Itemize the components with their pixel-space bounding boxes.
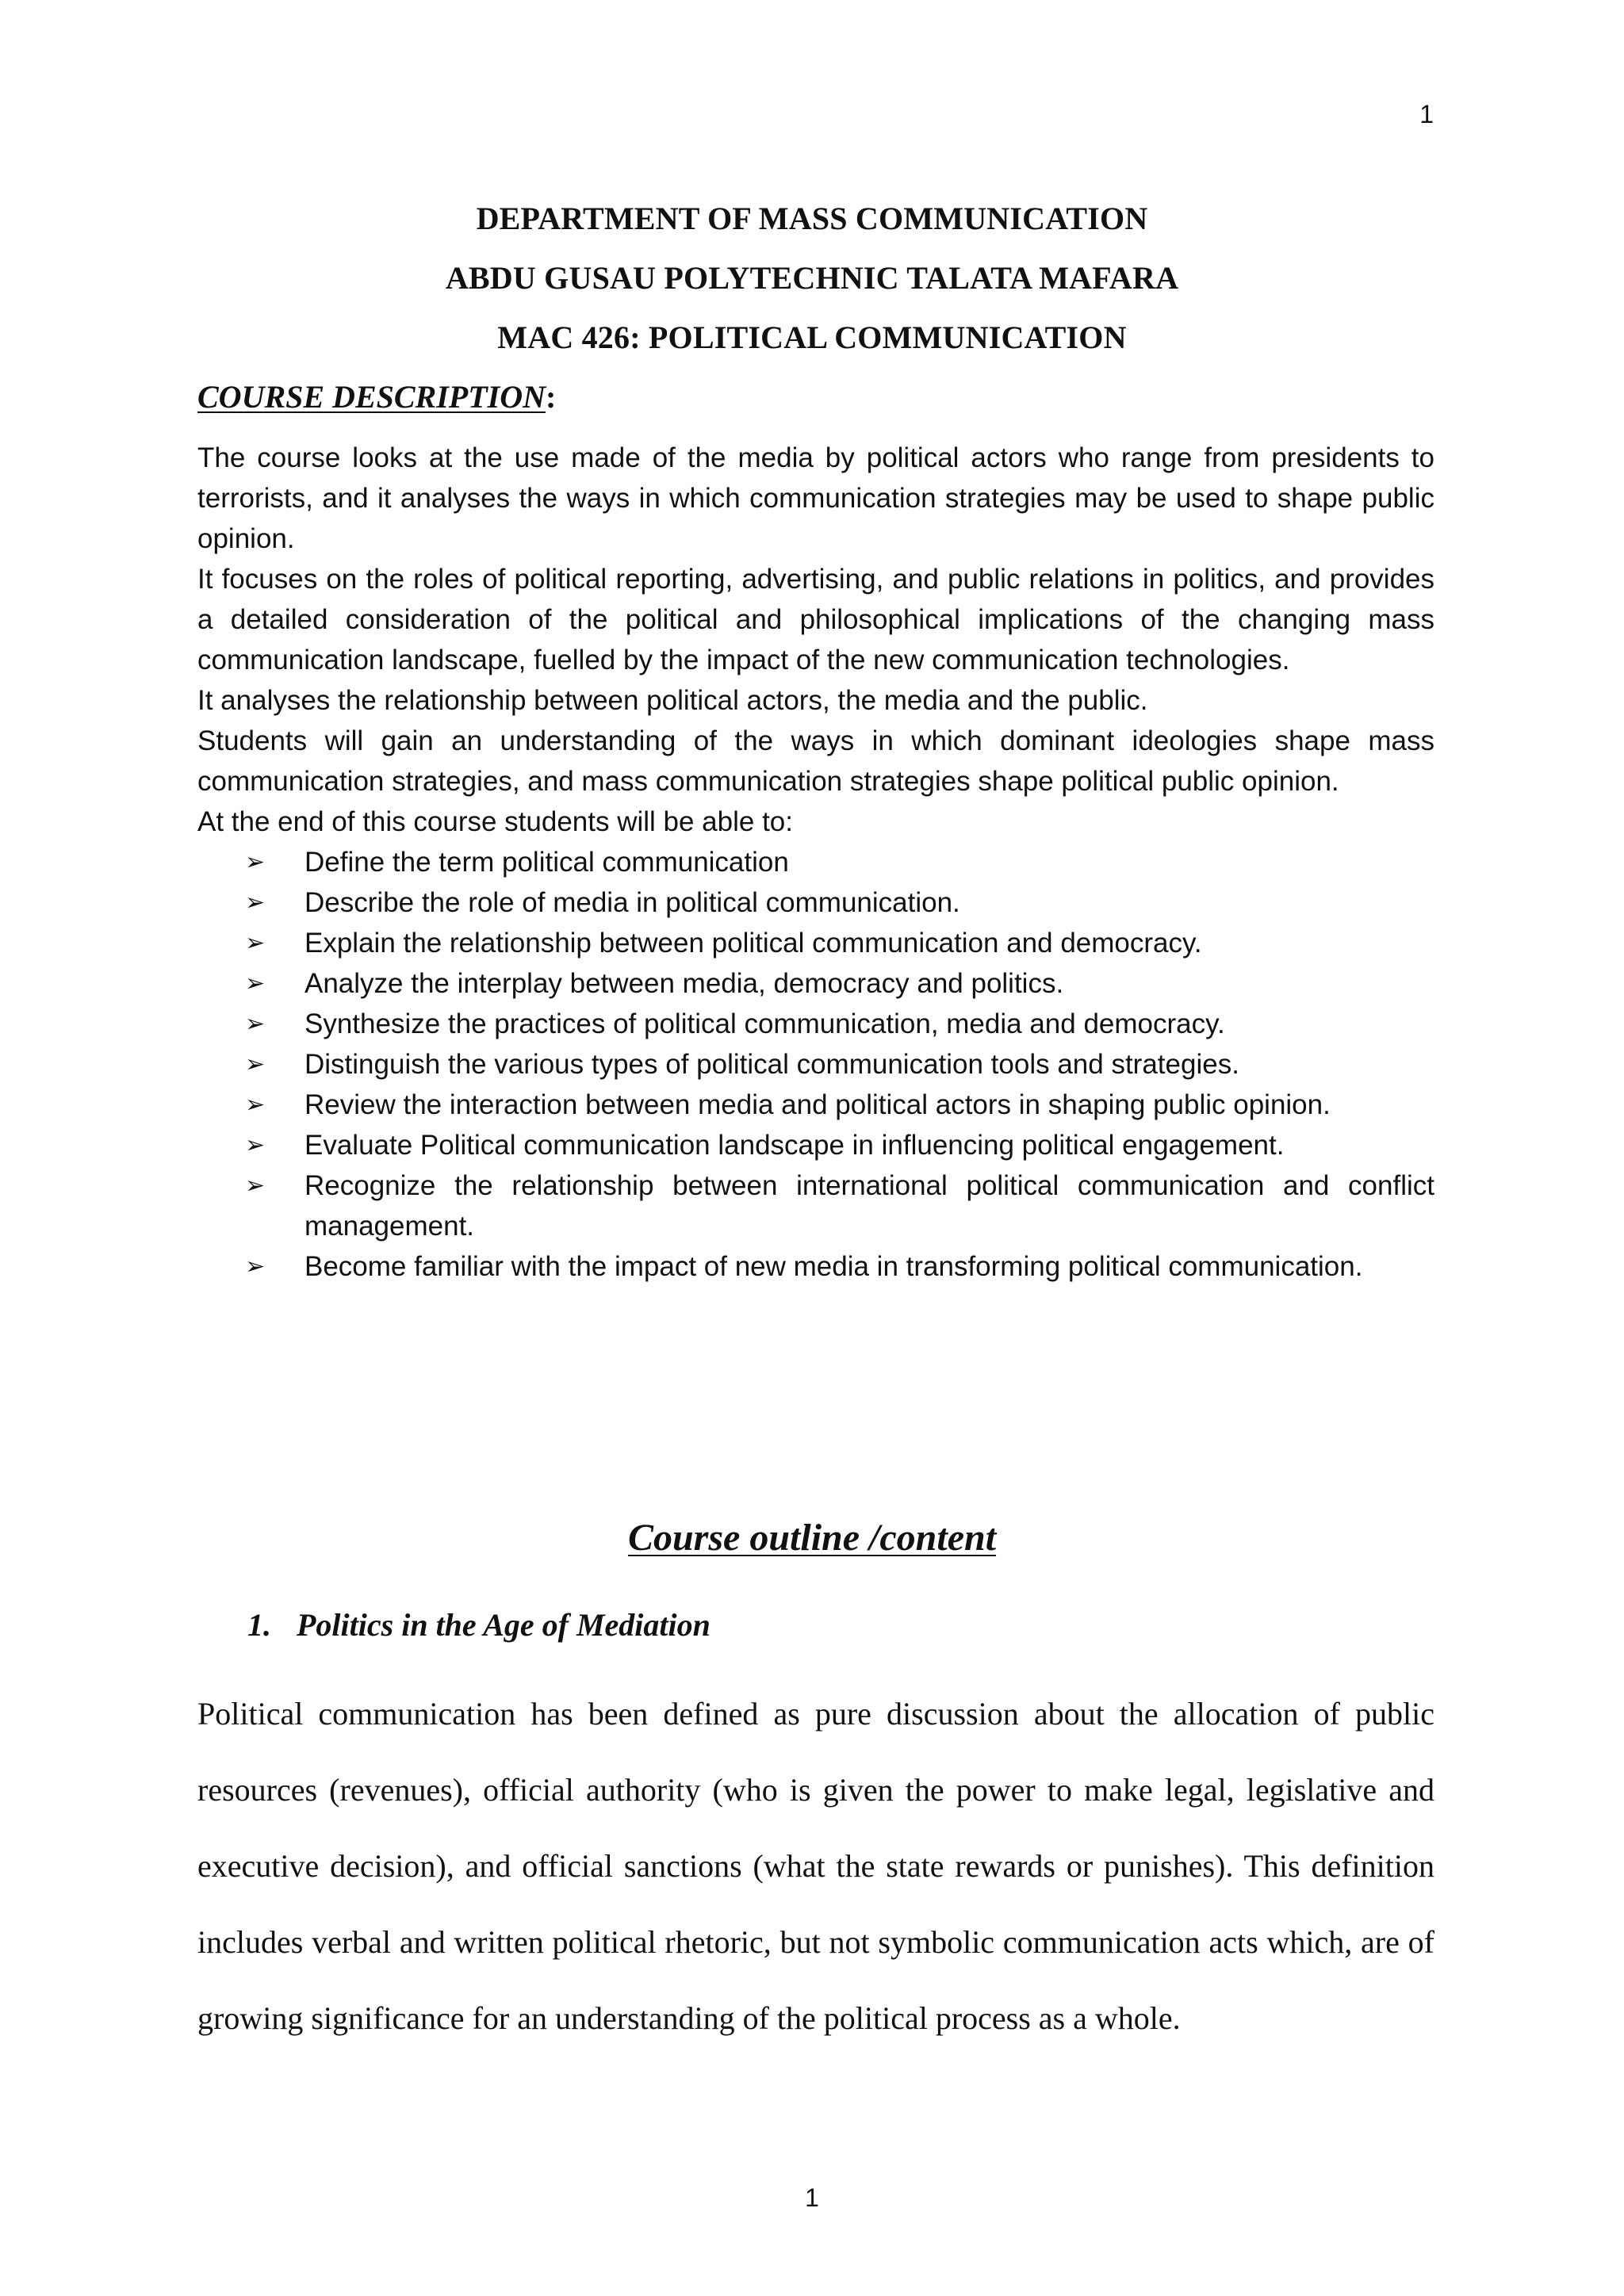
section-title — [247, 1609, 710, 1641]
objective-text: Become familiar with the impact of new media in transforming political communication. — [304, 1251, 1363, 1282]
arrow-bullet-icon: ➢ — [245, 1010, 266, 1038]
description-paragraph: It analyses the relationship between political actors, the media and the public. — [197, 685, 1148, 716]
arrow-bullet-icon: ➢ — [245, 1131, 266, 1159]
arrow-bullet-icon: ➢ — [245, 1253, 266, 1280]
page-number-top: 1 — [1419, 100, 1434, 128]
course-description-heading — [197, 381, 556, 413]
objective-text: Review the interaction between media and political actors in shaping public opinion. — [304, 1089, 1331, 1120]
objective-item — [197, 1085, 1434, 1125]
objective-text: Evaluate Political communication landscape in influencing political engagement. — [304, 1130, 1285, 1161]
objective-item — [197, 842, 1434, 882]
department-heading: DEPARTMENT OF MASS COMMUNICATION — [476, 201, 1148, 236]
institution-heading: ABDU GUSAU POLYTECHNIC TALATA MAFARA — [445, 260, 1179, 296]
course-outline-heading — [0, 1519, 1624, 1557]
objective-text: Recognize the relationship between international political communication and conflict management. — [304, 1170, 1434, 1242]
objective-text: Distinguish the various types of political communication tools and strategies. — [304, 1049, 1239, 1080]
objective-item — [197, 882, 1434, 923]
section-number: 1. — [247, 1607, 271, 1643]
course-description-body — [197, 438, 1434, 1287]
objective-item — [197, 1165, 1434, 1246]
objective-item — [197, 1246, 1434, 1287]
objective-item — [197, 1044, 1434, 1085]
description-paragraph: At the end of this course students will be able to: — [197, 806, 793, 837]
description-paragraph: The course looks at the use made of the media by political actors who range from presidents to terrorists, and it analyses the ways in which communication strategies may be used to shape public opinion. — [197, 442, 1434, 554]
course-outline-heading-text: Course outline /content — [627, 1517, 997, 1559]
section-title-text: Politics in the Age of Mediation — [297, 1607, 710, 1643]
objective-text: Define the term political communication — [304, 847, 789, 878]
course-description-colon: : — [546, 379, 557, 415]
objective-text: Analyze the interplay between media, democracy and politics. — [304, 968, 1064, 999]
arrow-bullet-icon: ➢ — [245, 889, 266, 916]
arrow-bullet-icon: ➢ — [245, 970, 266, 997]
course-description-label: COURSE DESCRIPTION — [197, 379, 546, 415]
description-paragraph: Students will gain an understanding of the ways in which dominant ideologies shape mass communication strategies, and mass communication strategies shape political public opinion. — [197, 725, 1434, 797]
arrow-bullet-icon: ➢ — [245, 929, 266, 957]
page-number-bottom: 1 — [805, 2183, 819, 2212]
description-paragraph: It focuses on the roles of political reporting, advertising, and public relations in politics, and provides a detailed consideration of the political and philosophical implications of the changing mass communication landscape, fuelled by the impact of the new communication technologies. — [197, 564, 1434, 675]
objective-item — [197, 1004, 1434, 1044]
objective-text: Explain the relationship between political communication and democracy. — [304, 928, 1202, 959]
arrow-bullet-icon: ➢ — [245, 1091, 266, 1119]
objective-item — [197, 963, 1434, 1004]
arrow-bullet-icon: ➢ — [245, 1172, 266, 1200]
course-title-heading: MAC 426: POLITICAL COMMUNICATION — [497, 320, 1127, 355]
section-body-paragraph: Political communication has been defined as pure discussion about the allocation of public resources (revenues), official authority (who is given the power to make legal, legislative and executive decision), and official sanctions (what the state rewards or punishes). This definition includes verbal and written political rhetoric, but not symbolic communication acts which, are of growing significance for an understanding of the political process as a whole. — [197, 1696, 1434, 2036]
arrow-bullet-icon: ➢ — [245, 1050, 266, 1078]
arrow-bullet-icon: ➢ — [245, 848, 266, 876]
learning-objectives-list — [197, 842, 1434, 1287]
objective-text: Synthesize the practices of political communication, media and democracy. — [304, 1008, 1225, 1039]
objective-item — [197, 923, 1434, 963]
objective-item — [197, 1125, 1434, 1165]
objective-text: Describe the role of media in political communication. — [304, 887, 960, 918]
